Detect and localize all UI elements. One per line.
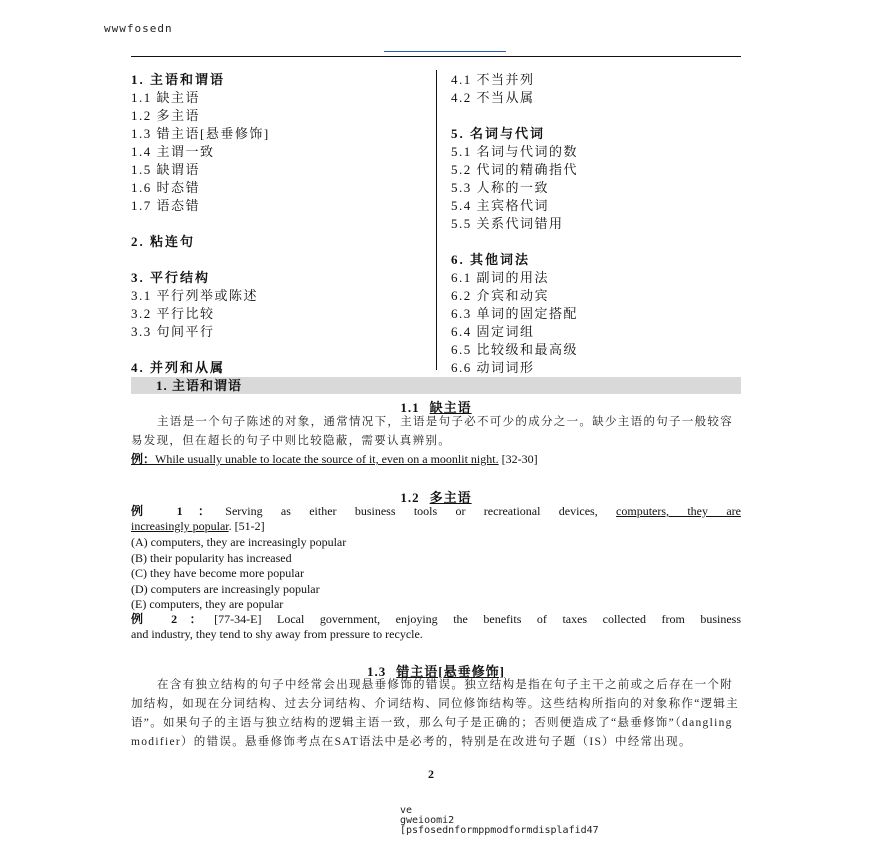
subsection-number: 1.2 xyxy=(400,490,420,505)
footer-line-3: [psfosednformppmodformdisplafid47 xyxy=(400,825,599,836)
footer-line-2: gweioomi2 xyxy=(400,815,455,826)
toc-section-heading: 4. 并列和从属 xyxy=(131,360,226,375)
toc-item: 3.2 平行比较 xyxy=(131,306,215,321)
answer-option: (E) computers, they are popular xyxy=(131,597,284,611)
example-1-2-2-line2: and industry, they tend to shy away from pressure to recycle. xyxy=(131,627,423,641)
example-label: 例： xyxy=(131,452,156,466)
toc-section-heading: 1. 主语和谓语 xyxy=(131,72,226,87)
example-text: [77-34-E] Local government, enjoying the benefits of taxes collected from business xyxy=(214,612,741,626)
toc-section-heading: 5. 名词与代词 xyxy=(451,126,546,141)
toc-item: 1.3 错主语[悬垂修饰] xyxy=(131,126,270,141)
toc-item: 6.1 副词的用法 xyxy=(451,270,550,285)
answer-option: (A) computers, they are increasingly popular xyxy=(131,535,347,549)
answer-option: (C) they have become more popular xyxy=(131,566,304,580)
toc-item: 5.5 关系代词错用 xyxy=(451,216,564,231)
toc-item: 1.4 主谓一致 xyxy=(131,144,215,159)
toc-spacer xyxy=(451,107,741,125)
example-text: Serving as either business tools or recreational devices, xyxy=(225,504,617,518)
toc-spacer xyxy=(131,341,421,359)
paragraph-1-1: 主语是一个句子陈述的对象，通常情况下，主语是句子必不可少的成分之一。缺少主语的句子一般较容易发现，但在超长的句子中则比较隐蔽，需要认真辨别。 xyxy=(131,416,733,447)
example-sentence: While usually unable to locate the source of it, even on a moonlit night. xyxy=(155,452,499,466)
toc-column-divider xyxy=(436,70,437,370)
example-label: 例 2： xyxy=(131,612,215,626)
example-1-2-1-line2 xyxy=(131,519,741,535)
toc-item: 6.2 介宾和动宾 xyxy=(451,288,550,303)
toc-spacer xyxy=(131,251,421,269)
answer-options xyxy=(131,535,741,613)
example-ref: [32-30] xyxy=(498,452,538,466)
toc-item: 1.2 多主语 xyxy=(131,108,201,123)
toc-left-column xyxy=(131,71,421,377)
toc-item: 1.7 语态错 xyxy=(131,198,201,213)
toc-item: 6.4 固定词组 xyxy=(451,324,535,339)
example-1-2-1-line1 xyxy=(131,504,741,520)
toc-item: 1.6 时态错 xyxy=(131,180,201,195)
page-number: 2 xyxy=(428,767,434,781)
toc-item: 6.6 动词词形 xyxy=(451,360,535,375)
toc-item: 6.3 单词的固定搭配 xyxy=(451,306,579,321)
toc-item: 1.1 缺主语 xyxy=(131,90,201,105)
example-1-1 xyxy=(131,452,741,468)
toc-item: 3.3 句间平行 xyxy=(131,324,215,339)
toc-spacer xyxy=(131,215,421,233)
header-site-text: wwwfosedn xyxy=(104,22,173,35)
toc-item: 4.1 不当并列 xyxy=(451,72,535,87)
toc-item: 6.5 比较级和最高级 xyxy=(451,342,579,357)
toc-item: 3.1 平行列举或陈述 xyxy=(131,288,259,303)
header-link-underline xyxy=(384,51,506,52)
paragraph-1-3: 在含有独立结构的句子中经常会出现悬垂修饰的错误。独立结构是指在句子主干之前或之后存在一个附加结构，如现在分词结构、过去分词结构、介词结构、同位修饰结构等。这些结构所指向的对象称作“逻辑主语”。如果句子的主语与独立结构的逻辑主语一致，那么句子是正确的；否则便造成了“悬垂修饰”（dangling modifier）的错误。悬垂修饰考点在SAT语法中是必考的，特别是在改进句子题（IS）中经常出现。 xyxy=(131,679,739,748)
example-label: 例 1： xyxy=(131,504,226,518)
footer-line-1: ve xyxy=(400,805,413,816)
toc-item: 5.4 主宾格代词 xyxy=(451,198,550,213)
toc-section-heading: 2. 粘连句 xyxy=(131,234,196,249)
answer-option: (D) computers are increasingly popular xyxy=(131,581,320,596)
subsection-number: 1.1 xyxy=(400,400,420,415)
subsection-title: 多主语 xyxy=(429,490,472,505)
subsection-title: 缺主语 xyxy=(429,400,472,415)
example-underlined: computers, they are xyxy=(616,504,741,518)
toc-item: 5.3 人称的一致 xyxy=(451,180,550,195)
subsection-title: 错主语[悬垂修饰] xyxy=(396,664,505,679)
section-band-title: 1. 主语和谓语 xyxy=(156,378,243,393)
toc-spacer xyxy=(451,233,741,251)
toc-right-column xyxy=(451,71,741,377)
toc-section-heading: 3. 平行结构 xyxy=(131,270,211,285)
example-1-2-2-line1 xyxy=(131,612,741,628)
toc-item: 4.2 不当从属 xyxy=(451,90,535,105)
header-rule xyxy=(131,56,741,57)
toc-item: 5.1 名词与代词的数 xyxy=(451,144,579,159)
toc-section-heading: 6. 其他词法 xyxy=(451,252,531,267)
toc-item: 1.5 缺谓语 xyxy=(131,162,201,177)
answer-option: (B) their popularity has increased xyxy=(131,550,292,565)
example-ref: . [51-2] xyxy=(228,519,265,533)
subsection-number: 1.3 xyxy=(367,664,387,679)
example-underlined: increasingly popular xyxy=(131,519,229,533)
toc-item: 5.2 代词的精确指代 xyxy=(451,162,579,177)
